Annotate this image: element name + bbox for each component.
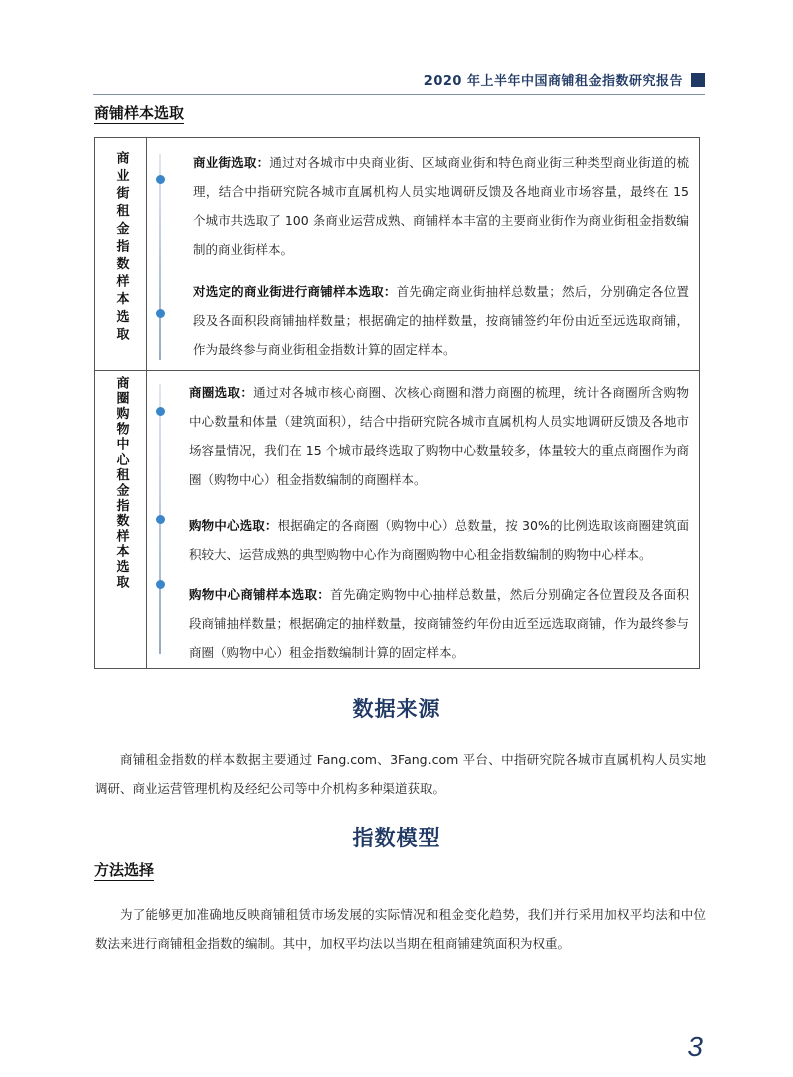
mall-item-3-title: 购物中心商铺样本选取： xyxy=(189,587,331,602)
street-label: 商业街租金指数样本选取 xyxy=(113,151,129,345)
street-item-1-title: 商业街选取： xyxy=(193,155,270,170)
sample-section-heading: 商铺样本选取 xyxy=(94,104,185,122)
mall-sample-row xyxy=(95,370,699,668)
mall-item-3 xyxy=(189,580,689,667)
street-item-2-text: 首先确定商业街抽样总数量；然后，分别确定各位置段及各面积段商铺抽样数量；根据确定的抽样数量，按商铺签约年份由近至远选取商铺，作为最终参与商业街租金指数计算的固定样本。 xyxy=(193,284,689,357)
mall-item-1-title: 商圈选取： xyxy=(189,385,254,400)
data-source-text: 商铺租金指数的样本数据主要通过 Fang.com、3Fang.com 平台、中指研究院各城市直属机构人员实地调研、商业运营管理机构及经纪公司等中介机构多种渠道获取。 xyxy=(95,752,706,796)
mall-item-3-text: 首先确定购物中心抽样总数量，然后分别确定各位置段及各面积段商铺抽样数量；根据确定的抽样数量，按商铺签约年份由近至远选取商铺，作为最终参与商圈（购物中心）租金指数编制计算的固定样本。 xyxy=(189,587,690,660)
mall-item-1 xyxy=(189,378,689,494)
timeline-dot-icon xyxy=(156,515,165,524)
index-model-title: 指数模型 xyxy=(352,826,441,850)
data-source-title: 数据来源 xyxy=(352,697,441,721)
street-label-cell xyxy=(95,138,147,370)
method-heading: 方法选择 xyxy=(94,861,155,879)
mall-item-2-title: 购物中心选取： xyxy=(189,518,278,533)
header-divider xyxy=(93,94,705,95)
timeline-dot-icon xyxy=(156,407,165,416)
mall-item-1-text: 通过对各城市核心商圈、次核心商圈和潜力商圈的梳理，统计各商圈所含购物中心数量和体量（建筑面积），结合中指研究院各城市直属机构人员实地调研反馈及各地市场容量情况，我们在 15 个城市最终选取了购物中心数量较多，体量较大的重点商圈作为商圈（购物中心）租金指数编制的商圈样本。 xyxy=(189,385,689,487)
report-header xyxy=(424,70,705,89)
header-square-icon xyxy=(691,73,705,87)
timeline-dot-icon xyxy=(156,309,165,318)
street-timeline xyxy=(159,154,161,360)
mall-label-cell xyxy=(95,370,147,668)
mall-item-2 xyxy=(189,511,689,569)
street-item-1 xyxy=(193,148,689,264)
method-text: 为了能够更加准确地反映商铺租赁市场发展的实际情况和租金变化趋势，我们并行采用加权平均法和中位数法来进行商铺租金指数的编制。其中，加权平均法以当期在租商铺建筑面积为权重。 xyxy=(95,907,706,951)
mall-label: 商圈购物中心租金指数样本选取 xyxy=(113,376,129,591)
street-item-1-text: 通过对各城市中央商业街、区域商业街和特色商业街三种类型商业街道的梳理，结合中指研究院各城市直属机构人员实地调研反馈及各地商业市场容量，最终在 15 个城市共选取了 100 条商业运营成熟、商铺样本丰富的主要商业街作为商业街租金指数编制的商业街样本。 xyxy=(193,155,689,257)
page-number: 3 xyxy=(687,1031,703,1062)
mall-item-2-text: 根据确定的各商圈（购物中心）总数量，按 30%的比例选取该商圈建筑面积较大、运营成熟的典型购物中心作为商圈购物中心租金指数编制的购物中心样本。 xyxy=(189,518,689,562)
street-sample-row xyxy=(95,138,699,371)
street-item-2-title: 对选定的商业街进行商铺样本选取： xyxy=(193,284,397,299)
timeline-dot-icon xyxy=(156,580,165,589)
report-title: 2020 年上半年中国商铺租金指数研究报告 xyxy=(423,74,683,89)
sample-table xyxy=(94,137,700,669)
timeline-dot-icon xyxy=(156,175,165,184)
street-item-2 xyxy=(193,277,689,364)
